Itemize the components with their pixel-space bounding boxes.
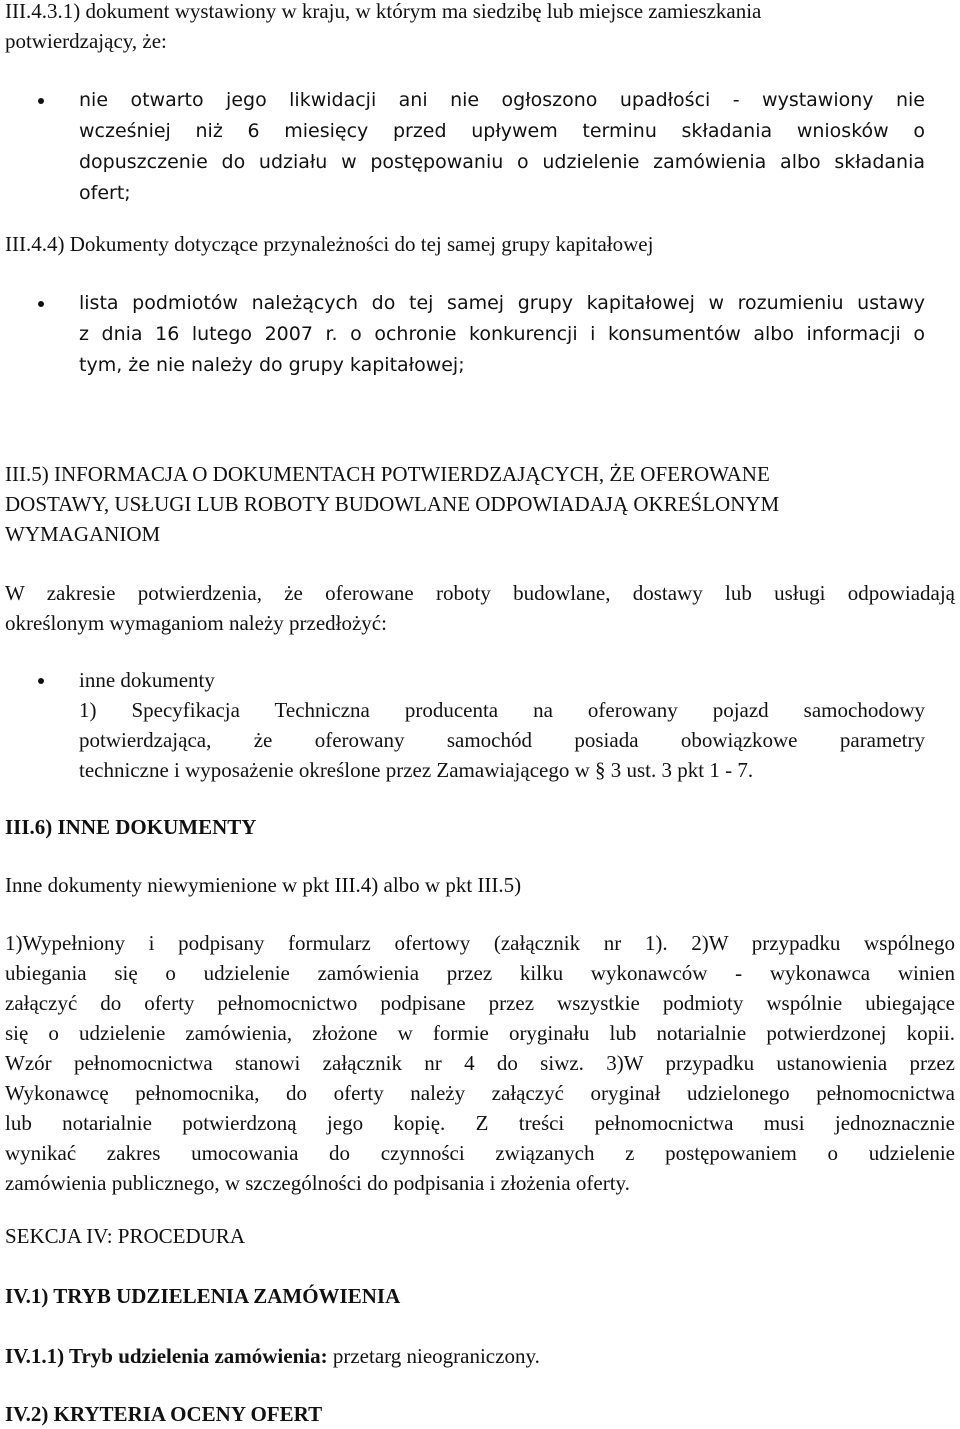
section-iii-4-3-1 — [5, 0, 955, 56]
section-heading: III.4.3.1) dokument wystawiony w kraju, w którym ma siedzibę lub miejsce zamieszkania — [5, 0, 762, 23]
paragraph-line: Wzór pełnomocnictwa stanowi załącznik nr 4 do siwz. 3)W przypadku ustanowienia przez — [5, 1051, 955, 1075]
list-item-line: tym, że nie należy do grupy kapitałowej; — [79, 354, 465, 376]
paragraph-line: się o udzielenie zamówienia, złożone w formie oryginału lub notarialnie potwierdzonej kopii. — [5, 1021, 955, 1045]
section-heading: III.6) INNE DOKUMENTY — [5, 815, 257, 839]
list-item-line: inne dokumenty — [79, 668, 215, 692]
paragraph-line: Wykonawcę pełnomocnika, do oferty należy załączyć oryginał udzielonego pełnomocnictwa — [5, 1081, 955, 1105]
list-item-line: 1) Specyfikacja Techniczna producenta na oferowany pojazd samochodowy — [79, 698, 925, 722]
list-item-line: techniczne i wyposażenie określone przez Zamawiającego w § 3 ust. 3 pkt 1 - 7. — [79, 758, 754, 782]
list-item-line: nie otwarto jego likwidacji ani nie ogłoszono upadłości - wystawiony nie — [79, 89, 925, 111]
list-item — [5, 288, 925, 381]
paragraph — [5, 928, 955, 1198]
section-heading: IV.1) TRYB UDZIELENIA ZAMÓWIENIA — [5, 1284, 401, 1308]
paragraph-line: określonym wymaganiom należy przedłożyć: — [5, 611, 387, 635]
heading-line: DOSTAWY, USŁUGI LUB ROBOTY BUDOWLANE ODPOWIADAJĄ OKREŚLONYM — [5, 492, 780, 516]
paragraph-line: załączyć do oferty pełnomocnictwo podpisane przez wszystkie podmioty wspólnie ubiegające — [5, 991, 955, 1015]
bullet-icon — [38, 98, 44, 104]
list-item-line: potwierdzająca, że oferowany samochód posiada obowiązkowe parametry — [79, 728, 925, 752]
paragraph: Inne dokumenty niewymienione w pkt III.4) albo w pkt III.5) — [5, 873, 522, 897]
heading-label: IV.1.1) Tryb udzielenia zamówienia: — [5, 1344, 328, 1368]
paragraph-line: lub notarialnie potwierdzoną jego kopię. Z treści pełnomocnictwa musi jednoznacznie — [5, 1111, 955, 1135]
list-item — [5, 665, 925, 785]
section-heading — [5, 459, 955, 549]
paragraph-line: zamówienia publicznego, w szczególności do podpisania i złożenia oferty. — [5, 1171, 630, 1195]
list-item-line: wcześniej niż 6 miesięcy przed upływem terminu składania wniosków o — [79, 120, 925, 142]
bullet-icon — [38, 301, 44, 307]
paragraph-line: ubiegania się o udzielenie zamówienia przez kilku wykonawców - wykonawca winien — [5, 961, 955, 985]
paragraph — [5, 578, 955, 638]
section-heading-cont: potwierdzający, że: — [5, 29, 167, 53]
bullet-icon — [38, 678, 44, 684]
list-item-line: z dnia 16 lutego 2007 r. o ochronie konkurencji i konsumentów albo informacji o — [79, 323, 925, 345]
list-item — [5, 85, 925, 209]
paragraph-line: W zakresie potwierdzenia, że oferowane roboty budowlane, dostawy lub usługi odpowiadają — [5, 581, 955, 605]
heading-value: przetarg nieograniczony. — [327, 1344, 540, 1368]
heading-line: WYMAGANIOM — [5, 522, 161, 546]
section-heading: III.4.4) Dokumenty dotyczące przynależności do tej samej grupy kapitałowej — [5, 232, 654, 256]
list-item-line: lista podmiotów należących do tej samej grupy kapitałowej w rozumieniu ustawy — [79, 292, 925, 314]
paragraph-line: wynikać zakres umocowania do czynności związanych z postępowaniem o udzielenie — [5, 1141, 955, 1165]
list-item-line: ofert; — [79, 182, 131, 204]
section-heading: IV.2) KRYTERIA OCENY OFERT — [5, 1402, 323, 1426]
heading-line: III.5) INFORMACJA O DOKUMENTACH POTWIERDZAJĄCYCH, ŻE OFEROWANE — [5, 462, 770, 486]
list-item-line: dopuszczenie do udziału w postępowaniu o udzielenie zamówienia albo składania — [79, 151, 925, 173]
paragraph-line: 1)Wypełniony i podpisany formularz ofertowy (załącznik nr 1). 2)W przypadku wspólnego — [5, 931, 955, 955]
section-title: SEKCJA IV: PROCEDURA — [5, 1224, 245, 1248]
section-heading — [5, 1341, 540, 1371]
